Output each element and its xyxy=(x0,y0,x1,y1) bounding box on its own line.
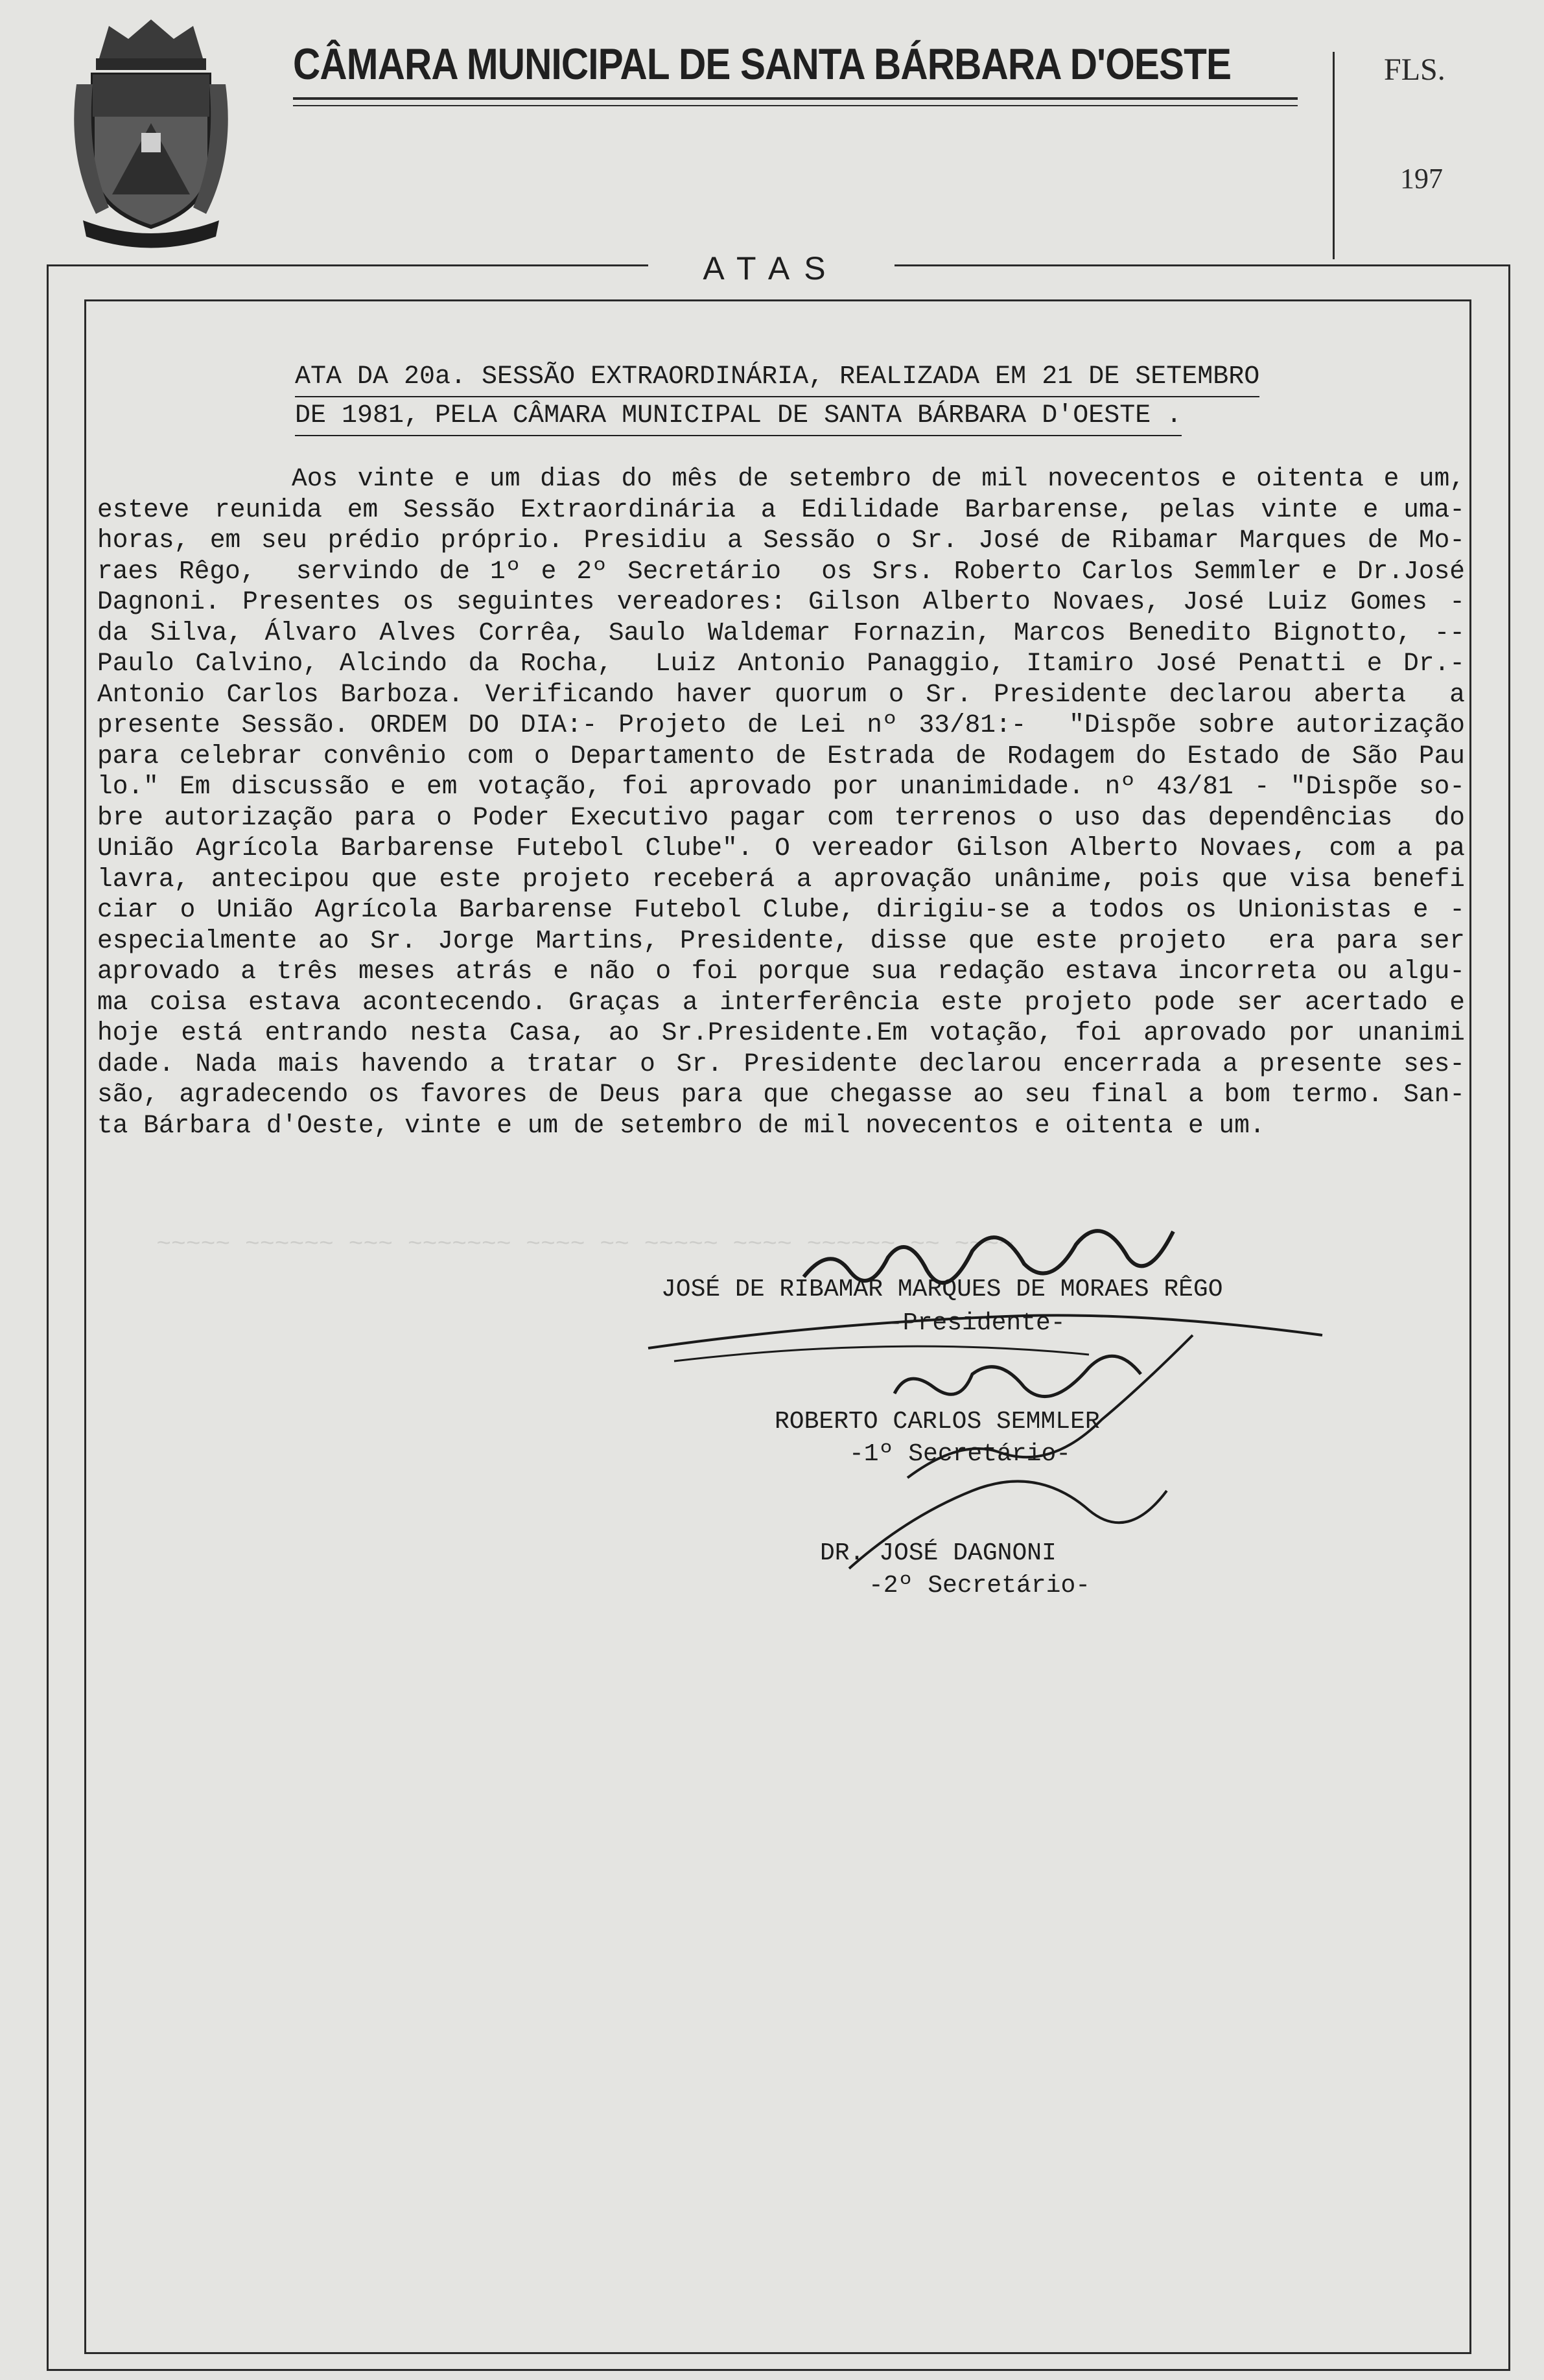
body-line: União Agrícola Barbarense Futebol Clube". O vereador Gilson Alberto Novaes, com a pa xyxy=(97,834,1465,863)
second-secretary-role: -2º Secretário- xyxy=(869,1572,1091,1600)
body-line: para celebrar convênio com o Departamento de Estrada de Rodagem do Estado de São Pau xyxy=(97,741,1465,771)
body-line: Dagnoni. Presentes os seguintes vereadores: Gilson Alberto Novaes, José Luiz Gomes - xyxy=(97,587,1465,616)
heading-line-2: DE 1981, PELA CÂMARA MUNICIPAL DE SANTA BÁRBARA D'OESTE . xyxy=(295,397,1182,436)
body-line: hoje está entrando nesta Casa, ao Sr.Presidente.Em votação, foi aprovado por unanimi xyxy=(97,1018,1465,1047)
body-line: ta Bárbara d'Oeste, vinte e um de setembro de mil novecentos e oitenta e um. xyxy=(97,1110,1265,1140)
header-rule-thin xyxy=(293,105,1298,106)
body-line: horas, em seu prédio próprio. Presidiu a Sessão o Sr. José de Ribamar Marques de Mo- xyxy=(97,526,1465,555)
body-line: são, agradecendo os favores de Deus para que chegasse ao seu final a bom termo. San- xyxy=(97,1080,1465,1109)
body-line: raes Rêgo, servindo de 1º e 2º Secretário os Srs. Roberto Carlos Semmler e Dr.José xyxy=(97,556,1465,586)
page-number: 197 xyxy=(1400,163,1443,194)
president-role: -Presidente- xyxy=(888,1309,1066,1337)
body-line: especialmente ao Sr. Jorge Martins, Presidente, disse que este projeto era para ser xyxy=(97,926,1465,955)
second-secretary-name: DR. JOSÉ DAGNONI xyxy=(820,1539,1057,1567)
body-line: bre autorização para o Poder Executivo pagar com terrenos o uso das dependências do xyxy=(97,802,1465,832)
header-rule xyxy=(293,97,1298,100)
body-line: lavra, antecipou que este projeto receberá a aprovação unânime, pois que visa benefi xyxy=(97,864,1465,894)
header-divider xyxy=(1333,52,1335,259)
body-line: Aos vinte e um dias do mês de setembro de mil novecentos e oitenta e um, xyxy=(292,464,1465,493)
body-line: Antonio Carlos Barboza. Verificando haver quorum o Sr. Presidente declarou aberta a xyxy=(97,679,1465,709)
bleed-through-text: ~~~~~ ~~~~~~ ~~~ ~~~~~~~ ~~~~ ~~ ~~~~~ ~~~~ ~~~~~~ ~~ ~~~~ xyxy=(156,1231,1014,1259)
body-line: presente Sessão. ORDEM DO DIA:- Projeto de Lei nº 33/81:- "Dispõe sobre autorização xyxy=(97,710,1465,740)
minutes-heading xyxy=(295,358,1259,436)
body-line: esteve reunida em Sessão Extraordinária a Edilidade Barbarense, pelas vinte e uma- xyxy=(97,495,1465,524)
body-line: Paulo Calvino, Alcindo da Rocha, Luiz Antonio Panaggio, Itamiro José Penatti e Dr.- xyxy=(97,649,1465,678)
body-line: dade. Nada mais havendo a tratar o Sr. Presidente declarou encerrada a presente ses- xyxy=(97,1049,1465,1079)
body-line: aprovado a três meses atrás e não o foi porque sua redação estava incorreta ou algu- xyxy=(97,957,1465,986)
body-line: da Silva, Álvaro Alves Corrêa, Saulo Waldemar Fornazin, Marcos Benedito Bignotto, -- xyxy=(97,618,1465,648)
body-line: ma coisa estava acontecendo. Graças a interferência este projeto pode ser acertado e xyxy=(97,987,1465,1017)
section-title: ATAS xyxy=(648,250,895,287)
first-secretary-role: -1º Secretário- xyxy=(849,1440,1071,1468)
heading-line-1: ATA DA 20a. SESSÃO EXTRAORDINÁRIA, REALIZADA EM 21 DE SETEMBRO xyxy=(295,358,1259,397)
fls-label: FLS. xyxy=(1384,52,1445,87)
first-secretary-name: ROBERTO CARLOS SEMMLER xyxy=(775,1408,1100,1436)
handwritten-signatures-icon xyxy=(635,1206,1348,1594)
body-line: ciar o União Agrícola Barbarense Futebol Clube, dirigiu-se a todos os Unionistas e - xyxy=(97,895,1465,924)
minutes-body xyxy=(97,463,1465,1141)
president-name: JOSÉ DE RIBAMAR MARQUES DE MORAES RÊGO xyxy=(661,1276,1223,1303)
chamber-title: CÂMARA MUNICIPAL DE SANTA BÁRBARA D'OESTE xyxy=(293,40,1232,89)
municipal-coat-of-arms-icon xyxy=(70,13,232,253)
body-line: lo." Em discussão e em votação, foi aprovado por unanimidade. nº 43/81 - "Dispõe so- xyxy=(97,772,1465,801)
